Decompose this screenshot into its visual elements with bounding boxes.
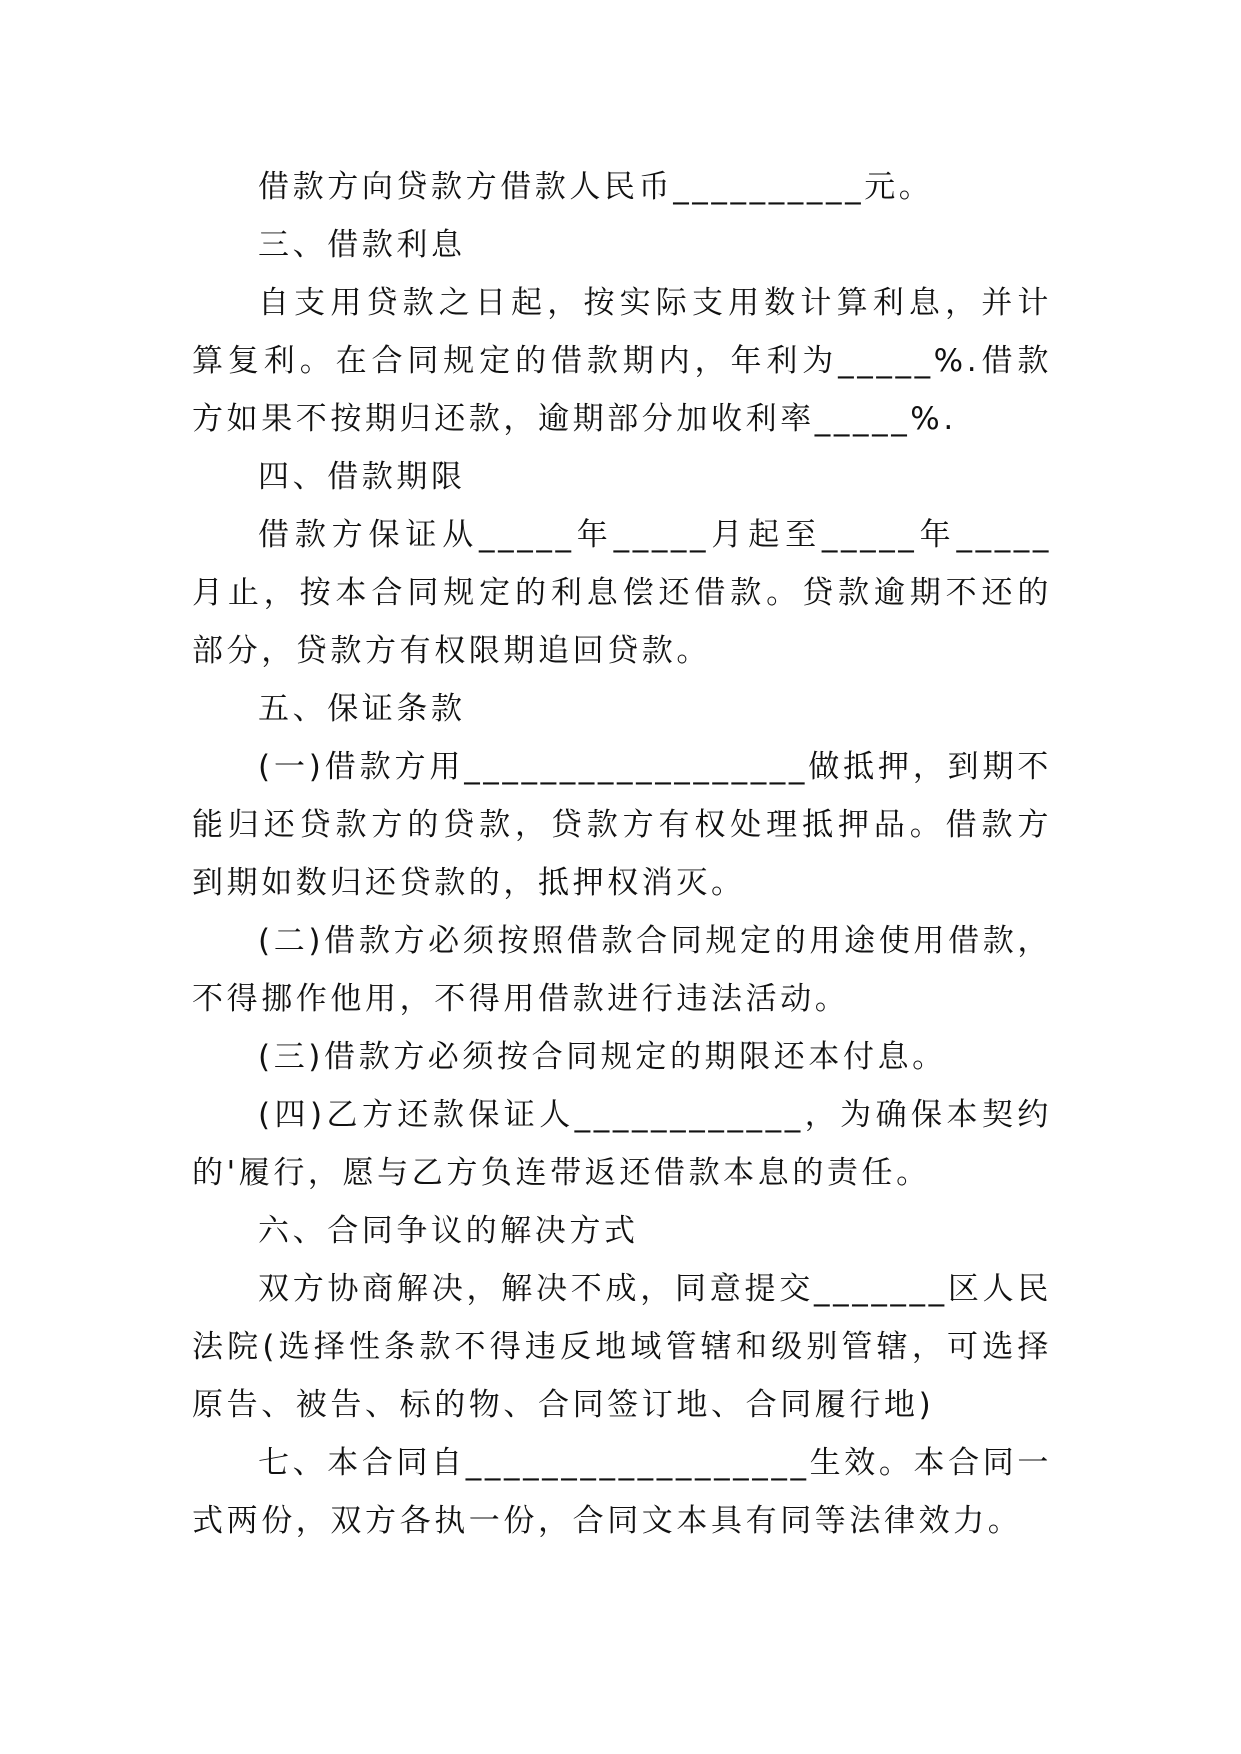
dispute-paragraph: 双方协商解决，解决不成，同意提交_______区人民法院(选择性条款不得违反地域管辖和级别管辖，可选择原告、被告、标的物、合同签订地、合同履行地) <box>192 1271 1052 1423</box>
section-heading-interest: 三、借款利息 <box>258 227 466 263</box>
interest-paragraph: 自支用贷款之日起，按实际支用数计算利息，并计算复利。在合同规定的借款期内，年利为_____%.借款方如果不按期归还款，逾期部分加收利率_____%. <box>192 285 1052 437</box>
guarantee-clause-2: (二)借款方必须按照借款合同规定的用途使用借款，不得挪作他用，不得用借款进行违法活动。 <box>192 923 1052 1017</box>
effective-paragraph: 七、本合同自__________________生效。本合同一式两份，双方各执一份，合同文本具有同等法律效力。 <box>192 1445 1052 1539</box>
contract-body <box>192 158 1052 1550</box>
section-heading-term: 四、借款期限 <box>258 459 466 495</box>
section-heading-guarantee: 五、保证条款 <box>258 691 466 727</box>
guarantee-clause-1: (一)借款方用__________________做抵押，到期不能归还贷款方的贷款，贷款方有权处理抵押品。借款方到期如数归还贷款的，抵押权消灭。 <box>192 749 1052 901</box>
guarantee-clause-3: (三)借款方必须按合同规定的期限还本付息。 <box>258 1039 947 1075</box>
section-heading-dispute: 六、合同争议的解决方式 <box>258 1213 639 1249</box>
guarantee-clause-4: (四)乙方还款保证人____________，为确保本契约的'履行，愿与乙方负连带返还借款本息的责任。 <box>192 1097 1052 1191</box>
term-paragraph: 借款方保证从_____年_____月起至_____年_____月止，按本合同规定的利息偿还借款。贷款逾期不还的部分，贷款方有权限期追回贷款。 <box>192 517 1052 669</box>
loan-amount-paragraph: 借款方向贷款方借款人民币__________元。 <box>258 169 934 205</box>
